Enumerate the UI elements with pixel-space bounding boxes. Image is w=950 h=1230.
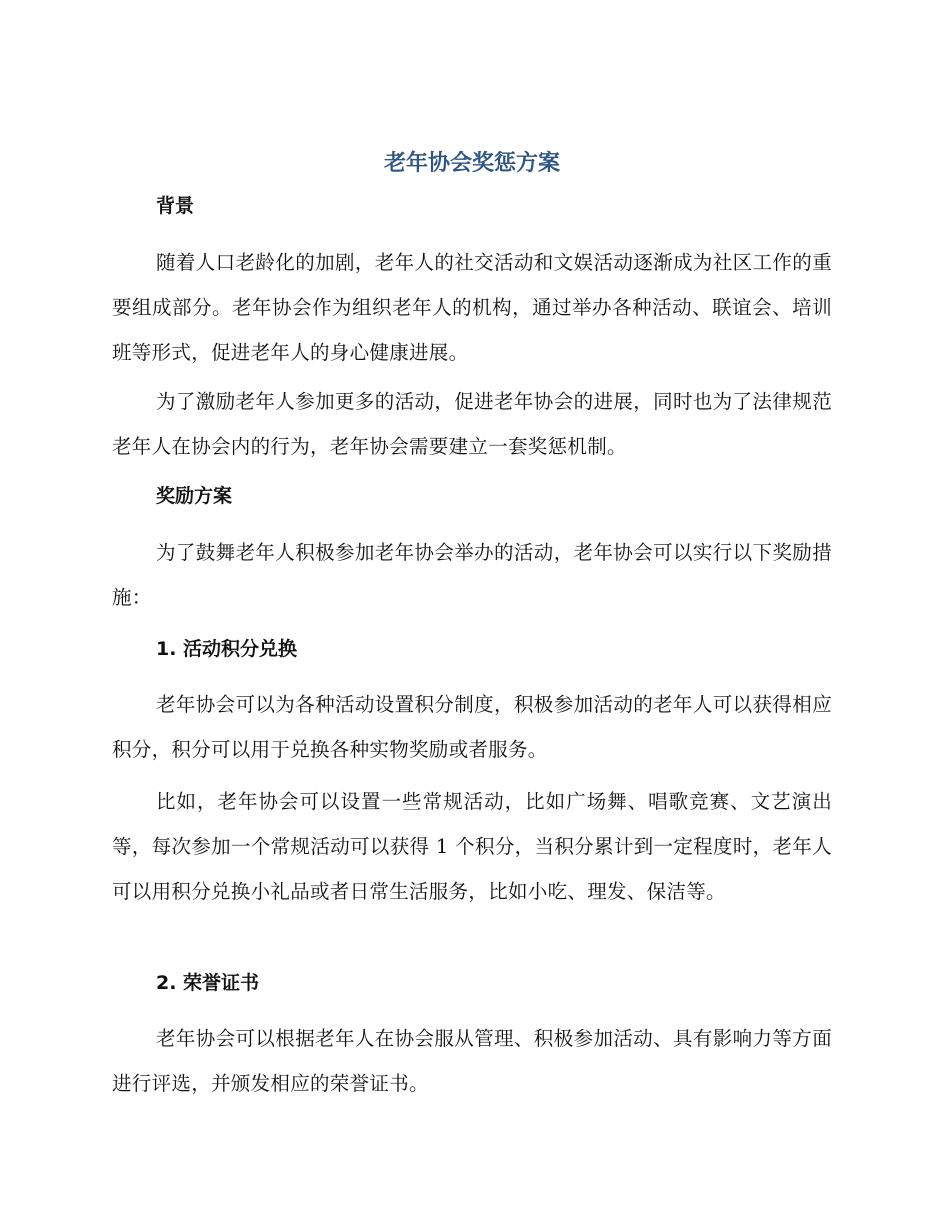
document-title: 老年协会奖惩方案 xyxy=(383,151,560,176)
section-heading-certificate: 2. 荣誉证书 xyxy=(156,972,260,994)
paragraph-background-2: 为了激励老年人参加更多的活动，促进老年协会的进展，同时也为了法律规范老年人在协会内的行为，老年协会需要建立一套奖惩机制。 xyxy=(112,390,832,458)
paragraph-background-1: 随着人口老龄化的加剧，老年人的社交活动和文娱活动逐渐成为社区工作的重要组成部分。老年协会作为组织老年人的机构，通过举办各种活动、联谊会、培训班等形式，促进老年人的身心健康进展。 xyxy=(112,251,832,364)
section-heading-background: 背景 xyxy=(156,195,195,217)
paragraph-points-2: 比如，老年协会可以设置一些常规活动，比如广场舞、唱歌竞赛、文艺演出等，每次参加一个常规活动可以获得 1 个积分，当积分累计到一定程度时，老年人可以用积分兑换小礼品或者日常生活服务，比如小吃、理发、保洁等。 xyxy=(112,790,832,903)
paragraph-points-1: 老年协会可以为各种活动设置积分制度，积极参加活动的老年人可以获得相应积分，积分可以用于兑换各种实物奖励或者服务。 xyxy=(112,693,832,761)
section-heading-points: 1. 活动积分兑换 xyxy=(156,638,298,660)
section-heading-reward: 奖励方案 xyxy=(156,485,233,507)
document-page xyxy=(112,0,832,1230)
paragraph-certificate-1: 老年协会可以根据老年人在协会服从管理、积极参加活动、具有影响力等方面进行评选，并颁发相应的荣誉证书。 xyxy=(112,1027,832,1095)
paragraph-reward-1: 为了鼓舞老年人积极参加老年协会举办的活动，老年协会可以实行以下奖励措施： xyxy=(112,541,832,609)
